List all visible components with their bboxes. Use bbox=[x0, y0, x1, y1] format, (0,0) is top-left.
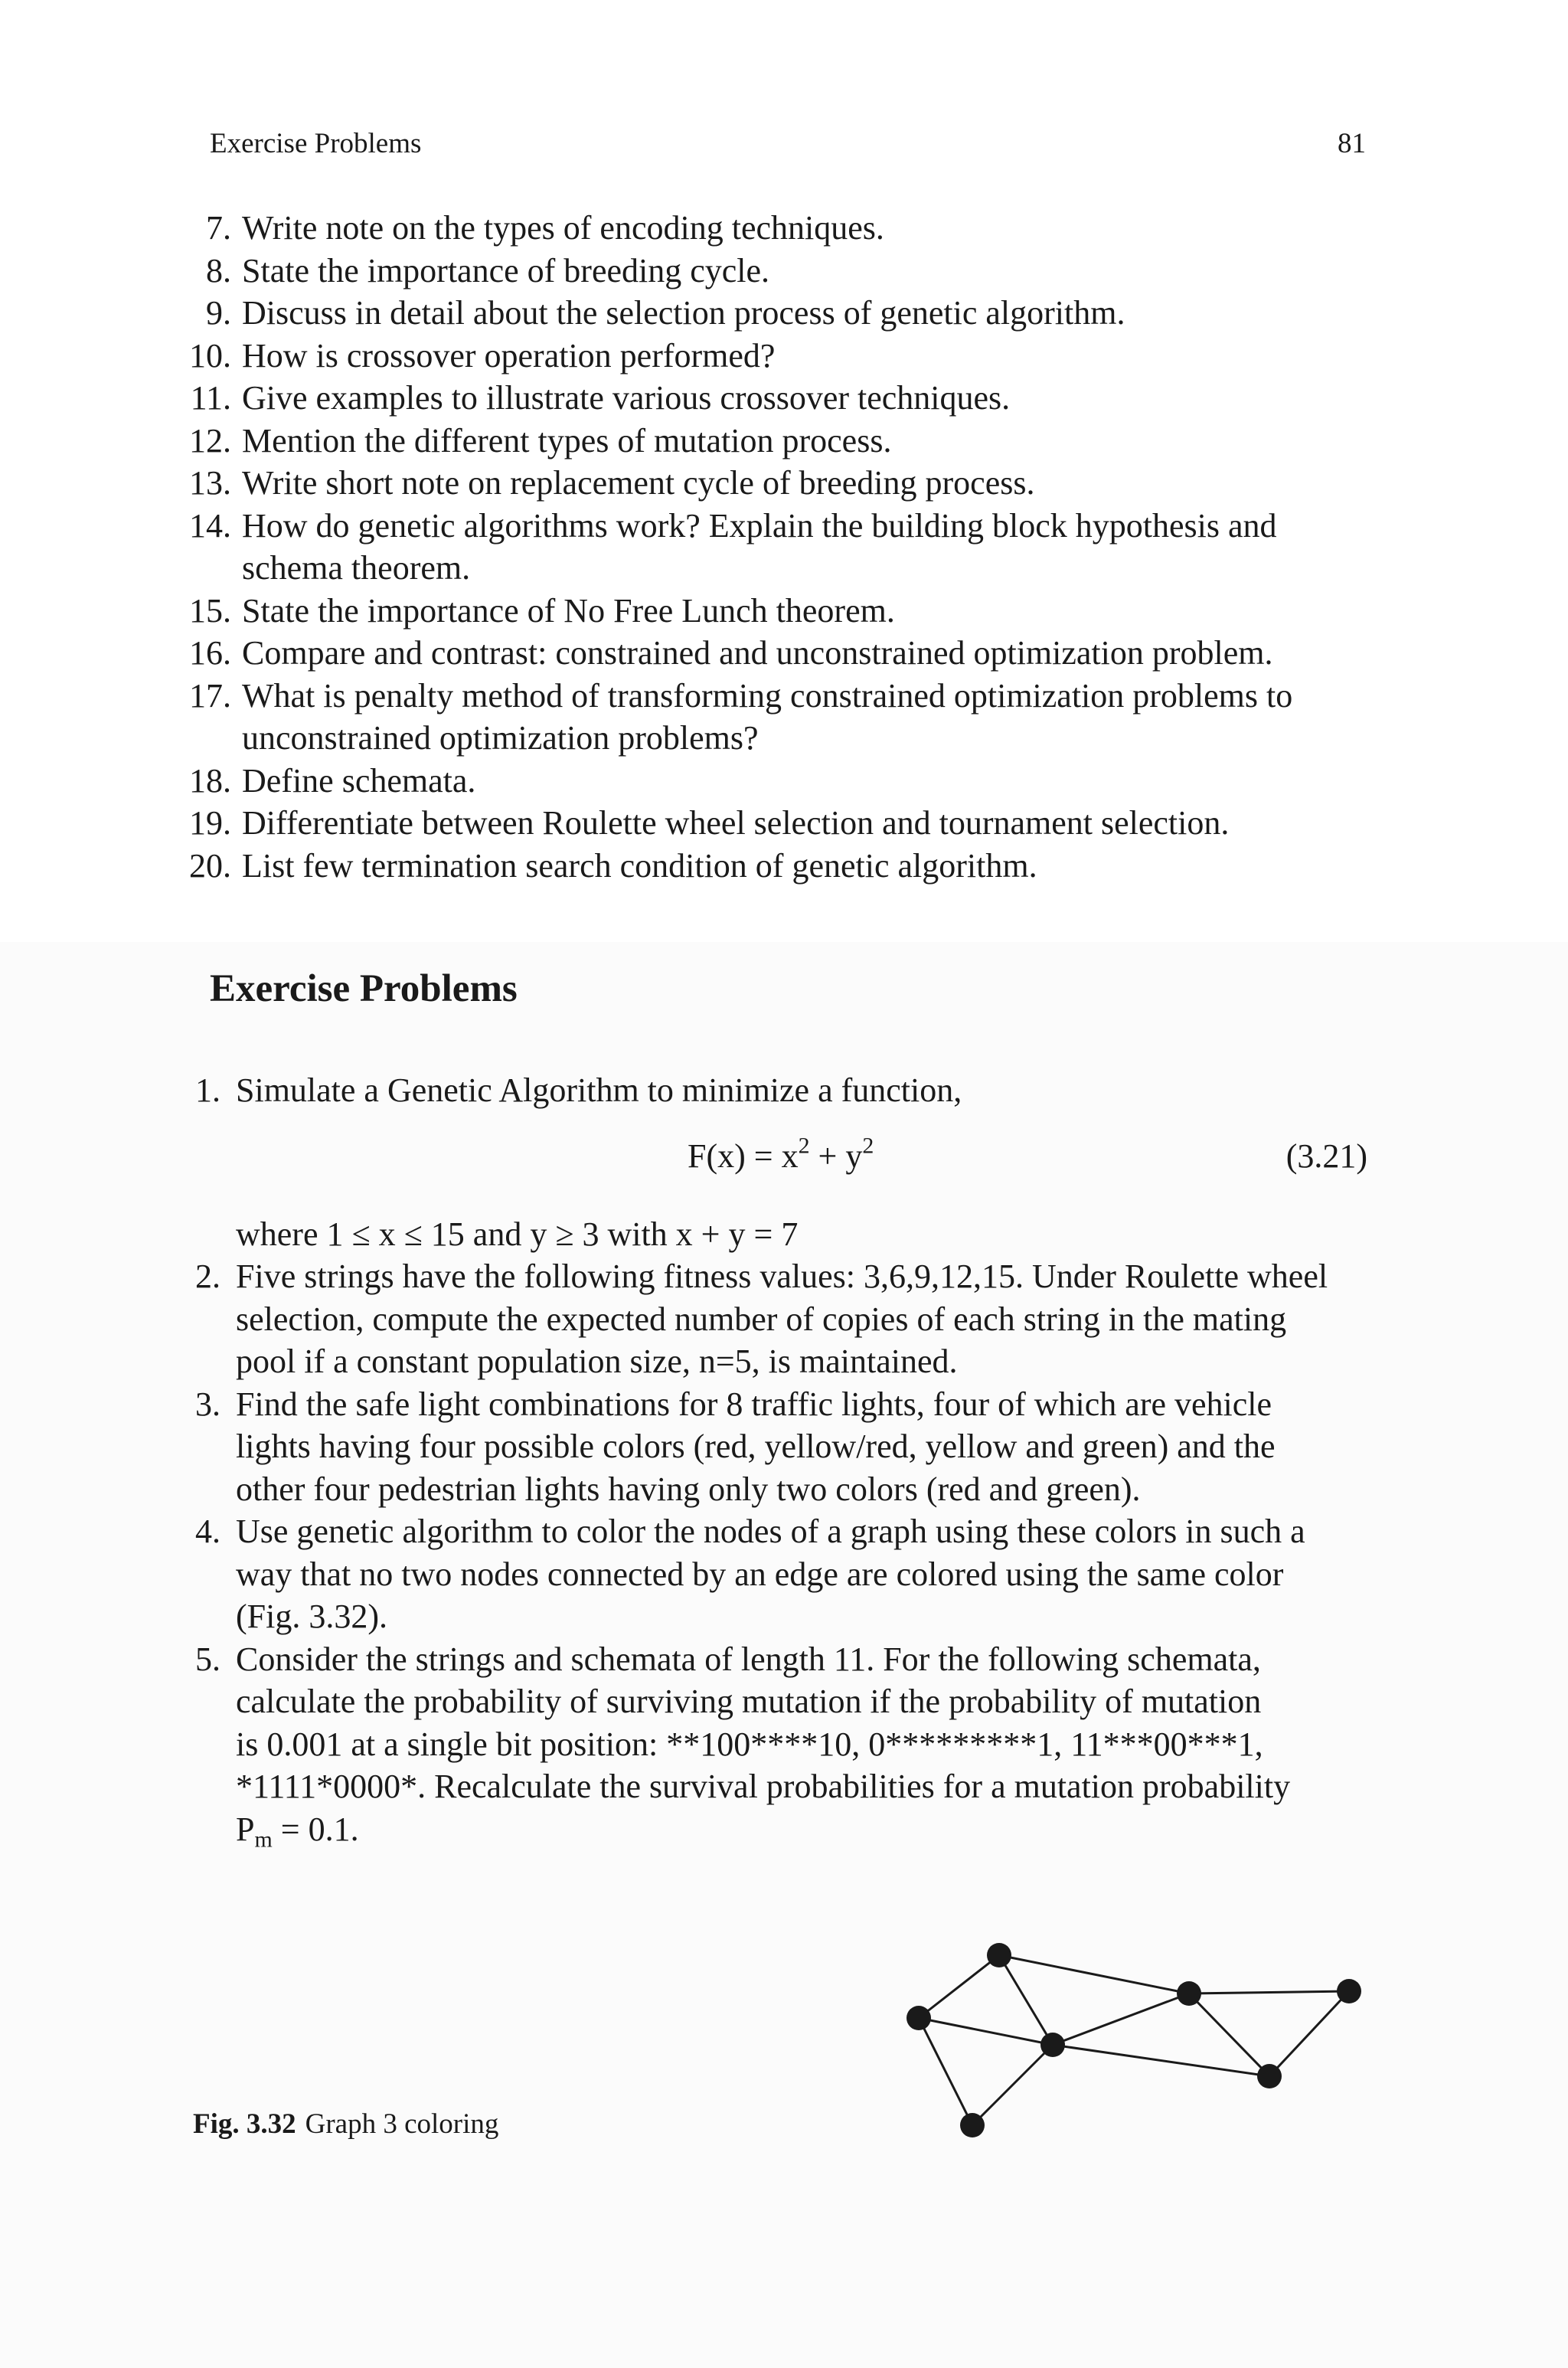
graph-edge bbox=[919, 2018, 972, 2125]
question-line: Differentiate between Roulette wheel selection and tournament selection. bbox=[242, 804, 1230, 842]
figure-caption bbox=[193, 2108, 498, 2141]
exercise-line: (Fig. 3.32). bbox=[236, 1598, 387, 1635]
question-number: 8. bbox=[206, 251, 231, 289]
question-number: 16. bbox=[189, 634, 231, 672]
exercise-line: Five strings have the following fitness values: 3,6,9,12,15. Under Roulette wheel bbox=[236, 1258, 1328, 1295]
question-number: 11. bbox=[190, 379, 231, 417]
question-number: 20. bbox=[189, 846, 231, 885]
exercise-line: pool if a constant population size, n=5, is maintained. bbox=[236, 1343, 958, 1380]
exercise-line: selection, compute the expected number of copies of each string in the mating bbox=[236, 1300, 1287, 1338]
mutation-probability-symbol: P bbox=[236, 1810, 255, 1848]
exercise-line: Find the safe light combinations for 8 traffic lights, four of which are vehicle bbox=[236, 1385, 1272, 1423]
graph-node bbox=[987, 1943, 1011, 1967]
graph-nodes bbox=[906, 1943, 1361, 2137]
question-number: 12. bbox=[189, 421, 231, 460]
running-head-title: Exercise Problems bbox=[210, 128, 422, 159]
equation-mid: + y bbox=[809, 1137, 863, 1175]
equation-exponent: 2 bbox=[798, 1132, 810, 1158]
graph-edge bbox=[999, 1955, 1189, 1994]
question-number: 18. bbox=[189, 761, 231, 800]
graph-edge bbox=[1269, 1991, 1349, 2076]
question-line: Mention the different types of mutation process. bbox=[242, 421, 892, 460]
question-line: Write note on the types of encoding techniques. bbox=[242, 209, 884, 247]
exercise-line: way that no two nodes connected by an edge are colored using the same color bbox=[236, 1555, 1284, 1593]
question-number: 14. bbox=[189, 506, 231, 545]
exercise-condition: where 1 ≤ x ≤ 15 and y ≥ 3 with x + y = 7 bbox=[236, 1215, 799, 1253]
question-line: Give examples to illustrate various crossover techniques. bbox=[242, 379, 1011, 417]
graph-edge bbox=[919, 1955, 999, 2018]
page-number: 81 bbox=[1338, 128, 1366, 159]
exercise-line: other four pedestrian lights having only two colors (red and green). bbox=[236, 1470, 1141, 1508]
graph-edge bbox=[1189, 1991, 1349, 1994]
exercise-line: is 0.001 at a single bit position: **100****10, 0*********1, 11***00***1, bbox=[236, 1725, 1263, 1763]
graph-node bbox=[906, 2006, 931, 2030]
exercise-line: Consider the strings and schemata of length 11. For the following schemata, bbox=[236, 1640, 1261, 1678]
graph-node bbox=[1337, 1979, 1361, 2003]
question-number: 15. bbox=[189, 591, 231, 630]
equation-number: (3.21) bbox=[1285, 1137, 1367, 1175]
question-line: Compare and contrast: constrained and unconstrained optimization problem. bbox=[242, 634, 1273, 672]
question-line: How do genetic algorithms work? Explain the building block hypothesis and bbox=[242, 506, 1277, 545]
exercise-number: 4. bbox=[195, 1513, 220, 1550]
exercise-line: lights having four possible colors (red, yellow/red, yellow and green) and the bbox=[236, 1428, 1276, 1465]
question-line: State the importance of breeding cycle. bbox=[242, 251, 770, 289]
figure-label: Fig. 3.32 bbox=[193, 2108, 296, 2140]
exercise-line: *1111*0000*. Recalculate the survival probabilities for a mutation probability bbox=[236, 1768, 1291, 1805]
graph-edges bbox=[919, 1955, 1349, 2125]
graph-edge bbox=[919, 2018, 1053, 2045]
question-number: 17. bbox=[189, 676, 231, 715]
exercise-number: 5. bbox=[195, 1640, 220, 1678]
graph-node bbox=[1177, 1981, 1201, 2006]
figure-caption-text: Graph 3 coloring bbox=[305, 2108, 499, 2140]
equation-lhs: F(x) = x bbox=[688, 1137, 799, 1175]
question-line: unconstrained optimization problems? bbox=[242, 719, 759, 757]
section-heading: Exercise Problems bbox=[210, 967, 518, 1010]
mutation-probability-value: = 0.1. bbox=[272, 1810, 359, 1848]
question-line: State the importance of No Free Lunch theorem. bbox=[242, 591, 895, 630]
exercise-line: Use genetic algorithm to color the nodes of a graph using these colors in such a bbox=[236, 1513, 1305, 1550]
question-number: 10. bbox=[189, 336, 231, 374]
exercise-line: calculate the probability of surviving mutation if the probability of mutation bbox=[236, 1683, 1262, 1720]
graph-node bbox=[1257, 2064, 1282, 2088]
graph-node bbox=[1040, 2033, 1065, 2057]
graph-node bbox=[960, 2113, 985, 2137]
exercise-number: 1. bbox=[195, 1071, 220, 1109]
question-number: 19. bbox=[189, 804, 231, 842]
question-line: Write short note on replacement cycle of breeding process. bbox=[242, 464, 1035, 502]
mutation-probability-subscript: m bbox=[254, 1826, 273, 1852]
equation-exponent: 2 bbox=[862, 1132, 874, 1158]
graph-edge bbox=[1189, 1994, 1269, 2076]
question-number: 9. bbox=[206, 294, 231, 332]
question-line: Define schemata. bbox=[242, 761, 476, 800]
graph-edge bbox=[1053, 2045, 1269, 2076]
exercise-number: 3. bbox=[195, 1385, 220, 1423]
exercise-number: 2. bbox=[195, 1258, 220, 1295]
graph-edge bbox=[999, 1955, 1053, 2045]
exercise-text: Simulate a Genetic Algorithm to minimize a function, bbox=[236, 1071, 962, 1109]
question-line: What is penalty method of transforming constrained optimization problems to bbox=[242, 676, 1293, 715]
question-number: 7. bbox=[206, 209, 231, 247]
question-line: How is crossover operation performed? bbox=[242, 336, 776, 374]
question-line: Discuss in detail about the selection process of genetic algorithm. bbox=[242, 294, 1125, 332]
graph-edge bbox=[972, 2045, 1053, 2125]
graph-edge bbox=[1053, 1994, 1189, 2045]
question-line: List few termination search condition of genetic algorithm. bbox=[242, 846, 1037, 885]
question-line: schema theorem. bbox=[242, 549, 471, 587]
question-number: 13. bbox=[189, 464, 231, 502]
